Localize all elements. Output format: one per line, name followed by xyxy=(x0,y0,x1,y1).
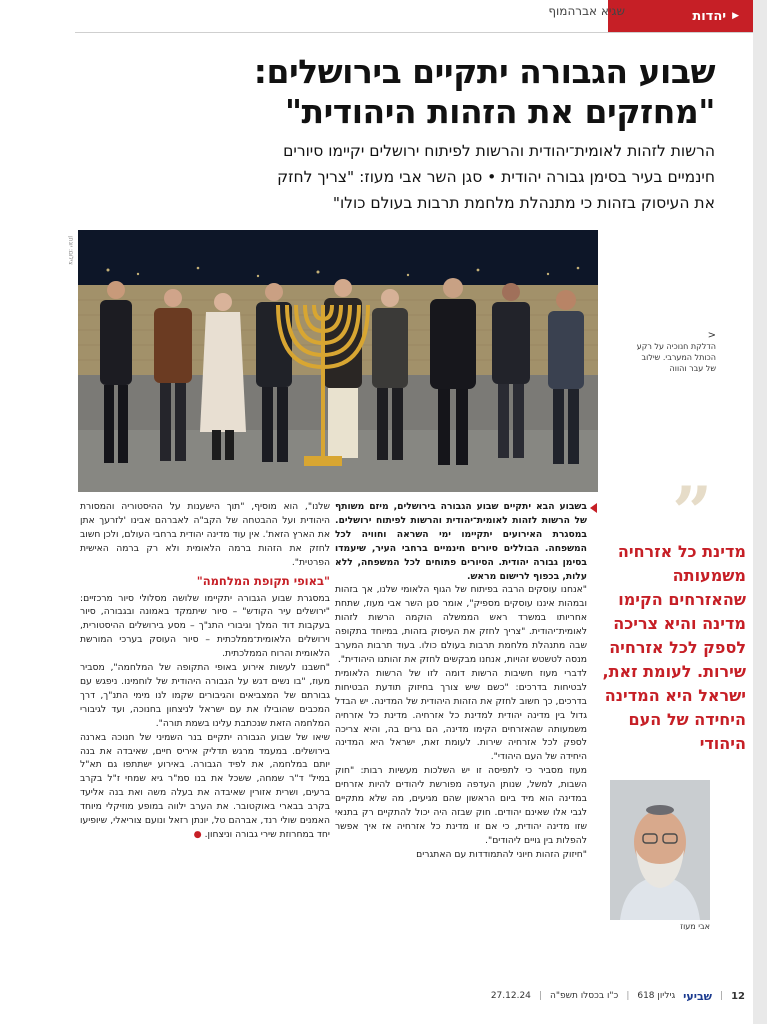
article-paragraph: "חיזוק הזהות חיוני להתמודדות עם האתגרים xyxy=(416,848,587,860)
article-paragraph: "חשבנו לעשות אירוע באופי התקופה של המלחמה", מסביר מעוז, "בו נשים דגש על הגבורה היהודית של לוחמינו. ניפגש עם גבורתם של המצביאים והגיבורים שקמו לנו מימי התנ"ך, דרך המכבים שהובילו את עם ישראל לניצחון בחנוכה, ועד לגיבורי המלחמה הזאת שנכתבת עלינו בשמת תורה". xyxy=(80,662,330,729)
article-subtitle: "באופי תקופת המלחמה" xyxy=(196,573,330,588)
caret-left-icon: < xyxy=(707,330,716,341)
issue-number: גיליון 618 xyxy=(637,991,676,1001)
page-edge xyxy=(753,0,767,1024)
article-paragraph xyxy=(80,731,330,842)
footer-separator: | xyxy=(720,991,724,1001)
footer-separator: | xyxy=(538,991,542,1001)
section-label: יהדות xyxy=(692,8,727,24)
article-paragraph: לדברי מעוז חשיבות הרשות דומה לזו של הרשות הלאומית לבטיחות בדרכים: "כשם שיש צורך בחיזוק תודעת הבטיחות בדרכים, כך חשוב לחזק את הזהות היהודית של המדינה. יש הבדל גדול בין מדינה יהודית למדינת כל אזרחיה. מדינת כל אזרחיה משמעותה שהאזרחים הקימו מדינה, הם גרים בה, והיא צריכה לספק לכל אזרחיה שירות. לעומת זאת, ישראל היא המדינה היחידה של העם היהודי". xyxy=(335,667,587,763)
article-paragraph: מעוז מסביר כי לתפיסה זו יש השלכות מעשיות רבות: "חוק השבות, למשל, שנותן העדפה מפורשת ליהודים להיות אזרחים במדינה הוא מיד ביום הראשון שהם מגיעים, מה שלא מתקיים לגבי אלו שאינם יהודים. חוק שבזה היה יכול להתקיים רק בתנאי שזו מדינה יהודית, כי אם זו מדינת כל אזרחיה אז איך אפשר להפלות בין גויים ליהודים". xyxy=(335,765,587,846)
article-lead-paragraph: בשבוע הבא יתקיים שבוע הגבורה בירושלים, מיזם משותף של הרשות לזהות לאומית־יהודית והרשות לפיתוח ירושלים. במסגרת האירועים יתקיימו ימי השראה וחוויה לכל המשפחה. הבוללים סיורים חינמיים ברחבי העיר, שיעמדו בסימן גבורה יהודית. הסיורים פתוחים לכל המשפחה, ללא עלות, בכפוף לרישום מראש. xyxy=(335,501,587,582)
article-paragraph: במסגרת שבוע הגבורה יתקיימו שלושה מסלולי סיור מרכזיים: "ירושלים עיר הקודש" – סיור שיתמקד באמונה ובגבורה, סיור בעקבות דוד המלך וגיבורי התנ"ך – מסע בירושלים ההיסטורית, וירושלים הלאומית־ממלכתית – סיור העוסק בערכי המורשת הלאומית והרוח הממלכתית. xyxy=(80,592,330,660)
portrait-illustration xyxy=(610,780,710,920)
article-column-left xyxy=(80,500,330,842)
end-mark-icon: ● xyxy=(193,828,202,840)
pull-quote: מדינת כל אזרחיה משמעותה שהאזרחים הקימו מדינה והיא צריכה לספק לכל אזרחיה שירות. לעומת זאת, ישראל היא המדינה היחידה של העם היהודי xyxy=(602,542,746,753)
headline-line-1: שבוע הגבורה יתקיים בירושלים: xyxy=(253,52,715,91)
subhead-line-2: חינמיים בעיר בסימן גבורה יהודית • סגן השר אבי מעוז: "צריך לחזק xyxy=(277,168,715,186)
caption-line-2: הכותל המערבי. שילוב xyxy=(641,353,716,362)
article-column-right xyxy=(335,500,587,862)
hebrew-date: כ"ו בכסלו תשפ"ה xyxy=(549,991,619,1001)
page-number: 12 xyxy=(731,990,745,1002)
portrait-caption: אבי מעוז xyxy=(680,922,710,931)
photo-illustration xyxy=(78,230,598,492)
subheadline xyxy=(90,138,715,216)
page-footer xyxy=(350,986,745,1006)
portrait-photo xyxy=(610,780,710,920)
publication-date: 27.12.24 xyxy=(490,991,531,1001)
section-tab[interactable] xyxy=(608,0,753,32)
divider xyxy=(75,32,753,33)
triangle-right-icon: ▶ xyxy=(732,11,739,21)
magazine-logo: שביעי xyxy=(683,989,713,1003)
photo-credit: צילום: יונתן xyxy=(67,236,74,265)
article-paragraph: שלנו", הוא מוסיף, "תוך הישענות על ההיסטוריה והמסורת היהודית ועל ההבטחה של הקב"ה לאברהם אבינו 'לזרעך אתן את הארץ הזאת'. אין עוד מדינה יהודית ברחבי העולם, ולכן חשוב לחזק את הזהות ברמה הלאומית ולא רק ברמה האישית הפרטית". xyxy=(80,501,330,568)
caption-line-3: של עבר והווה xyxy=(669,364,716,373)
quote-mark-icon: ” xyxy=(672,471,713,554)
article-paragraph-text: שיאו של שבוע הגבורה יתקיים בנר השמיני של חנוכה בארנה בירושלים. במעמד מרגש תדליק איריס חיים, שאיבדה את בנה יותם במלחמה, את לפיד הגבורה. באירוע ישתתפו גם תא"ל במיל' ד"ר שמחה, ששכל את בנו סמ"ר גיא שמחי ז"ל בקרב ברעים, ושרית אזורין שאיבדה את בעלה משה ואת בנה אליעד בקרב בבארי באוקטובר. את הערב ילווה במופע מוזיקלי מיוחד האמנים שולי רנד, אברהם טל, יונתן רזאל ונועם צוריאלי, שיופיעו יחד במחרוזת שירי גבורה וניצחון. xyxy=(80,731,330,840)
subhead-line-3: את העיסוק בזהות כי מתנהלת מלחמת תרבות בעולם כולו" xyxy=(332,194,715,212)
article-paragraph: "אנחנו עוסקים הרבה בפיתוח של הגוף הלאומי שלנו, אך בזהות ובמהות איננו עוסקים מספיק", אומר סגן השר אבי מעוז, שתחת אחריותו במשרד ראש הממשלה הוקמה הרשות לזהות לאומית־יהודית. "צריך לחזק את העיסוק בזהות, במיוחד בתקופה שבה מתנהלת מלחמת תרבות בעולם כולו. בעוד תרבות המערב מנסה לטשטש זהויות, אנחנו מבקשים לחזק את זהותנו היהודית". xyxy=(335,584,587,665)
author-byline: שגיא אברהמוף xyxy=(548,4,625,18)
caption-line-1: הדלקת חנוכיה על רקע xyxy=(636,342,716,351)
photo-caption xyxy=(608,330,716,374)
headline xyxy=(75,52,715,132)
footer-separator: | xyxy=(626,991,630,1001)
main-photo xyxy=(78,230,598,492)
subhead-line-1: הרשות לזהות לאומית־יהודית והרשות לפיתוח ירושלים יקיימו סיורים xyxy=(283,142,715,160)
triangle-left-icon xyxy=(590,503,597,513)
headline-line-2: "מחזקים את הזהות היהודית" xyxy=(284,92,715,131)
